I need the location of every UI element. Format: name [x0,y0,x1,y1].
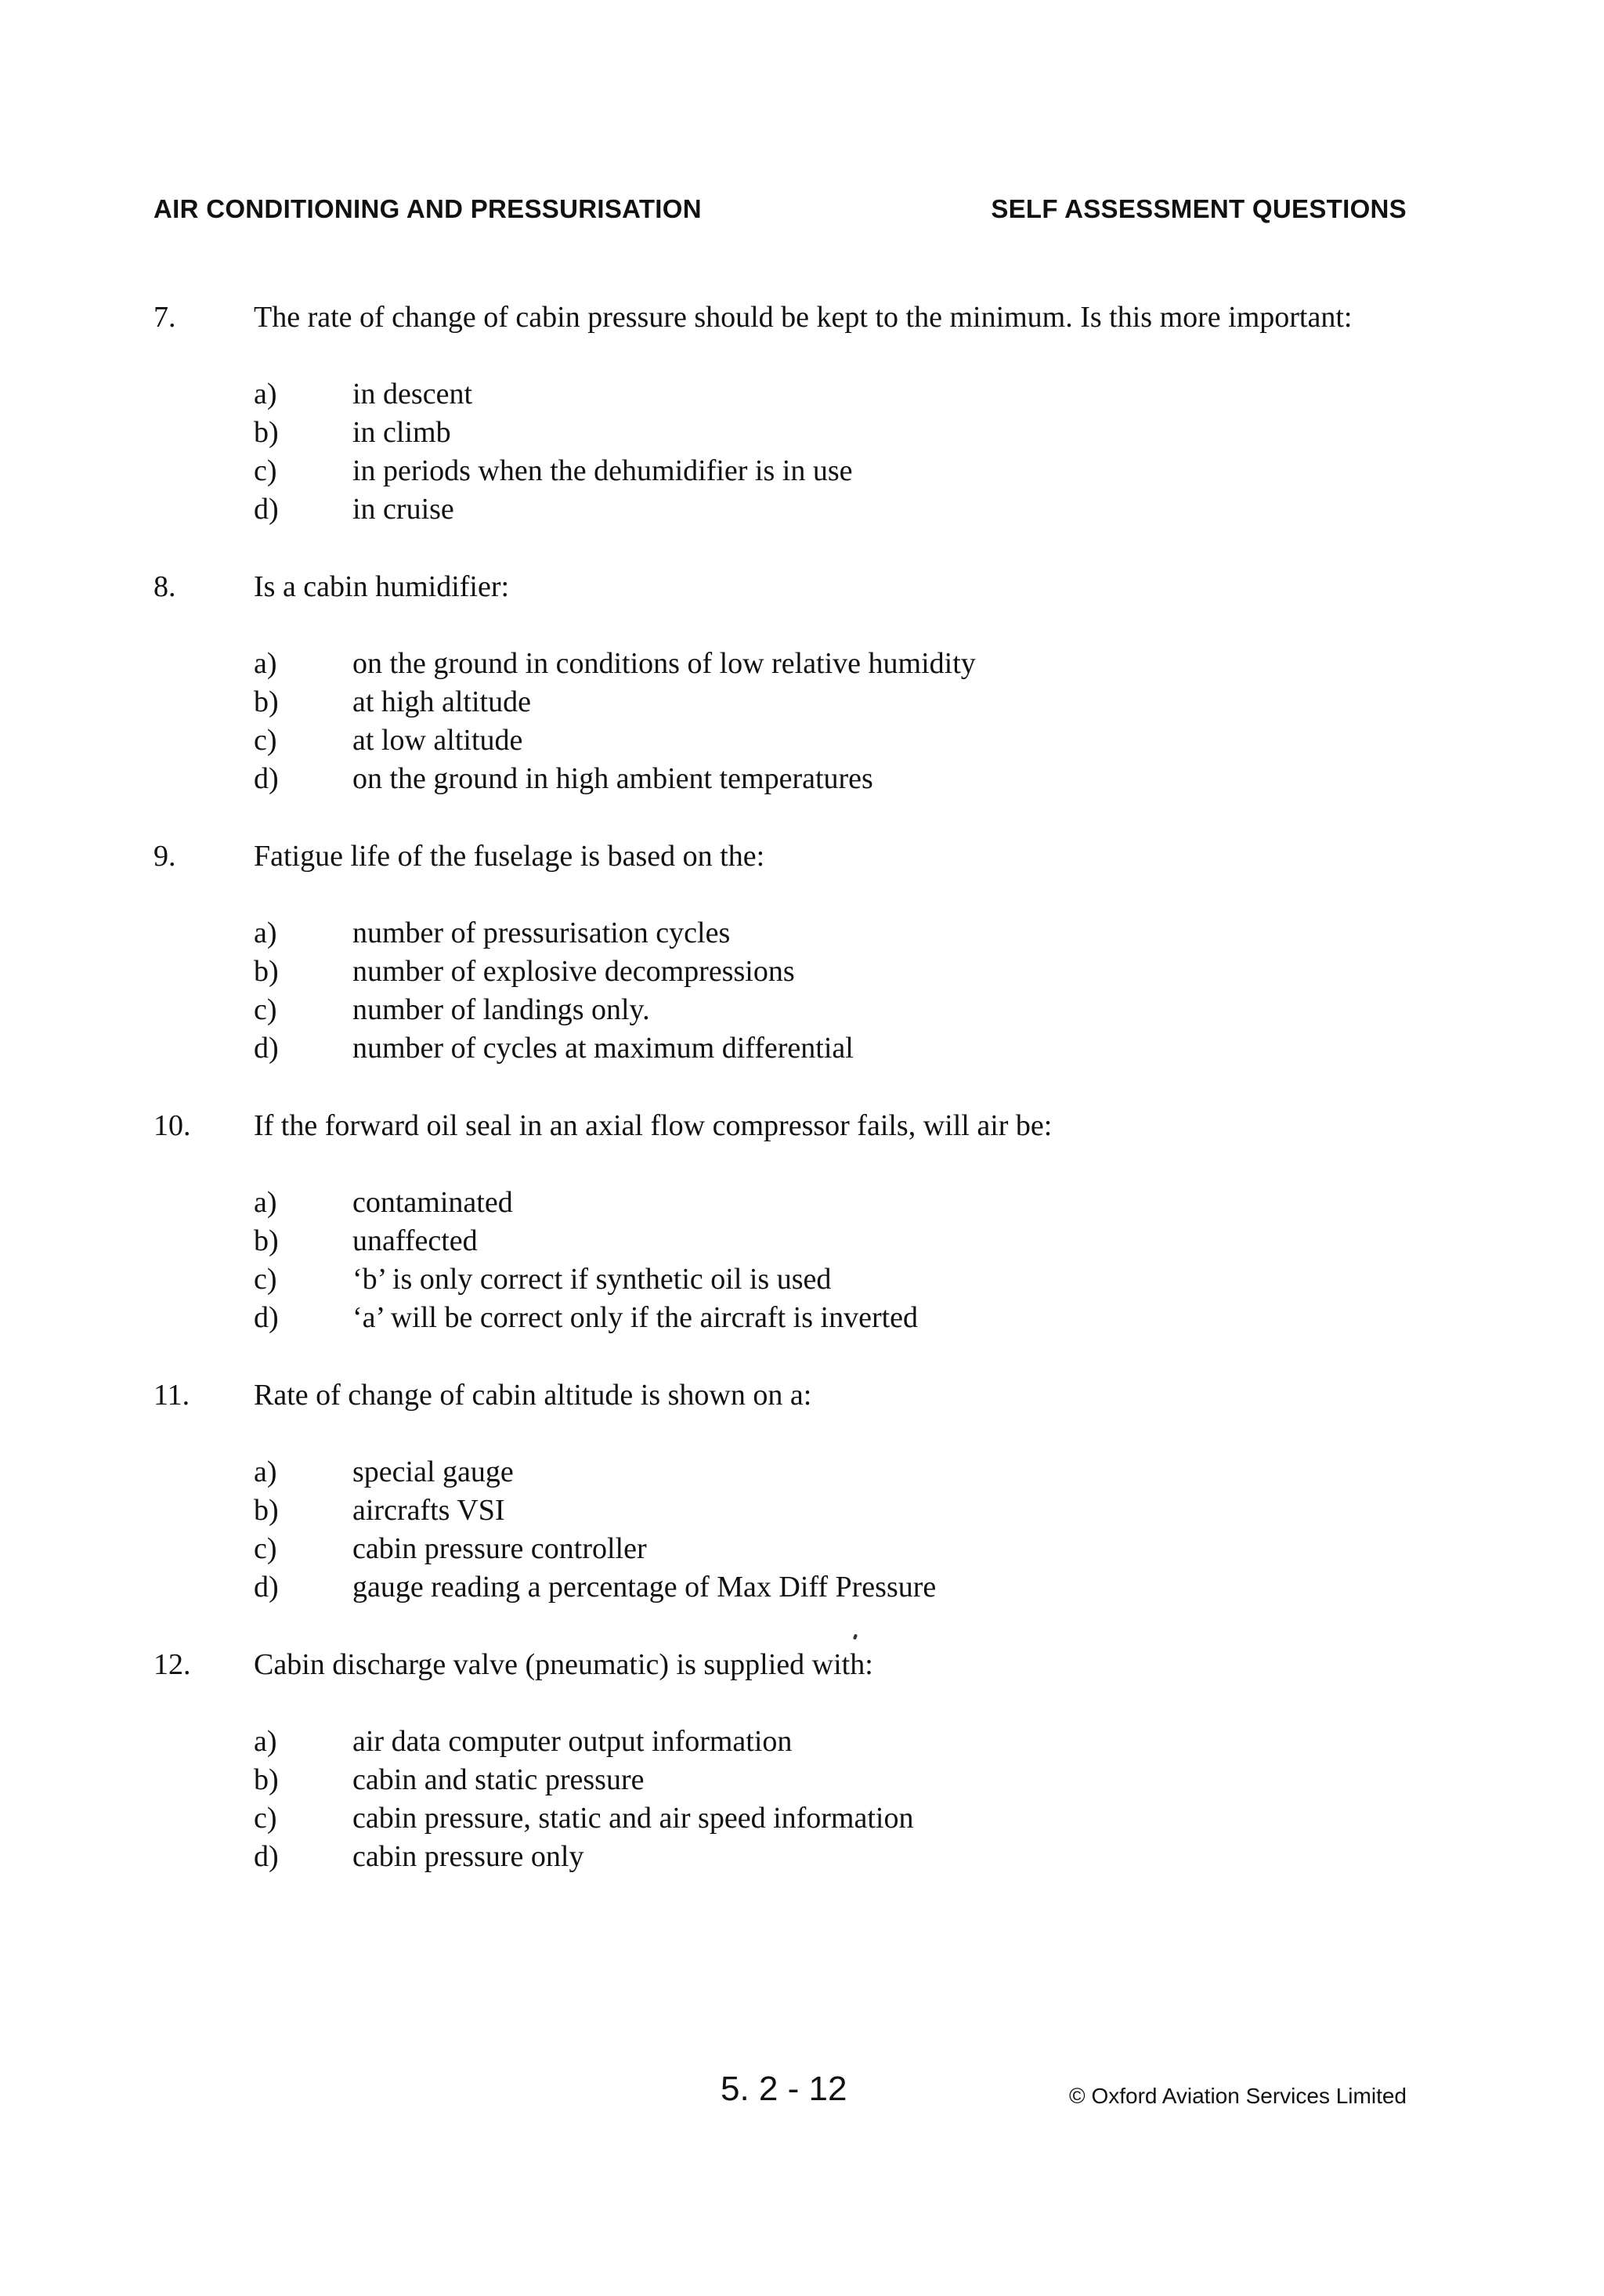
answer-option [154,1491,1438,1530]
option-letter: b) [254,1763,279,1796]
option-text: unaffected [352,1224,478,1257]
option-text: air data computer output information [352,1725,793,1758]
option-letter: b) [254,416,279,449]
copyright-notice: © Oxford Aviation Services Limited [1069,2084,1407,2108]
option-letter: c) [254,724,277,757]
option-text: at low altitude [352,724,523,757]
answer-options [154,1723,1438,1876]
option-text: in cruise [352,493,454,526]
option-text: number of landings only. [352,993,650,1026]
option-text: number of cycles at maximum differential [352,1032,854,1065]
answer-option [154,1838,1438,1876]
answer-option [154,490,1438,529]
option-text: on the ground in conditions of low relative humidity [352,647,976,680]
answer-option [154,991,1438,1029]
header-chapter-title: SELF ASSESSMENT QUESTIONS [991,194,1407,223]
option-letter: d) [254,762,279,795]
option-letter: c) [254,1802,277,1835]
option-text: in descent [352,378,473,410]
option-text: number of explosive decompressions [352,955,795,988]
answer-options [154,914,1438,1068]
question-number: 11. [154,1379,190,1412]
answer-options [154,375,1438,529]
option-text: ‘b’ is only correct if synthetic oil is used [352,1263,832,1296]
option-letter: a) [254,917,277,949]
question-text: Cabin discharge valve (pneumatic) is supplied with: [254,1648,873,1681]
option-letter: c) [254,993,277,1026]
question-text: Is a cabin humidifier: [254,570,510,603]
option-letter: d) [254,493,279,526]
answer-option [154,1029,1438,1068]
answer-option [154,760,1438,798]
option-letter: d) [254,1571,279,1604]
option-text: on the ground in high ambient temperatures [352,762,873,795]
question-12 [154,1646,1438,1876]
answer-option [154,1761,1438,1799]
option-text: in climb [352,416,451,449]
option-letter: b) [254,955,279,988]
option-text: in periods when the dehumidifier is in use [352,454,853,487]
question-9 [154,837,1438,1068]
question-text: Fatigue life of the fuselage is based on the: [254,840,765,873]
question-10 [154,1107,1438,1337]
option-text: gauge reading a percentage of Max Diff Pressure [352,1571,937,1604]
option-text: contaminated [352,1186,513,1219]
question-text: If the forward oil seal in an axial flow compressor fails, will air be: [254,1109,1053,1142]
answer-option [154,452,1438,490]
question-number: 7. [154,301,176,334]
header-section-title: AIR CONDITIONING AND PRESSURISATION [154,194,702,223]
option-text: cabin pressure controller [352,1532,647,1565]
question-number: 9. [154,840,176,873]
page-number: 5. 2 - 12 [721,2070,847,2108]
answer-option [154,414,1438,452]
option-letter: b) [254,1224,279,1257]
question-8 [154,568,1438,798]
option-letter: d) [254,1301,279,1334]
answer-option [154,1299,1438,1337]
option-letter: a) [254,647,277,680]
question-text: The rate of change of cabin pressure should be kept to the minimum. Is this more important: [254,301,1353,334]
option-letter: c) [254,1532,277,1565]
option-text: at high altitude [352,685,531,718]
answer-option [154,914,1438,953]
answer-option [154,721,1438,760]
answer-option [154,375,1438,414]
answer-option [154,953,1438,991]
option-text: ‘a’ will be correct only if the aircraft is inverted [352,1301,919,1334]
answer-options [154,1453,1438,1607]
option-letter: b) [254,1494,279,1527]
option-letter: d) [254,1840,279,1873]
question-number: 12. [154,1648,191,1681]
question-11 [154,1376,1438,1607]
option-letter: a) [254,1186,277,1219]
option-letter: c) [254,1263,277,1296]
option-text: number of pressurisation cycles [352,917,731,949]
answer-options [154,1184,1438,1337]
answer-option [154,1453,1438,1491]
option-letter: a) [254,1455,277,1488]
answer-option [154,1530,1438,1568]
option-text: aircrafts VSI [352,1494,505,1527]
answer-option [154,1222,1438,1260]
answer-option [154,1184,1438,1222]
option-text: cabin pressure, static and air speed information [352,1802,914,1835]
option-text: special gauge [352,1455,514,1488]
question-7 [154,298,1438,529]
option-letter: c) [254,454,277,487]
option-letter: b) [254,685,279,718]
option-text: cabin and static pressure [352,1763,645,1796]
answer-option [154,1568,1438,1607]
question-number: 10. [154,1109,191,1142]
answer-option [154,1799,1438,1838]
option-text: cabin pressure only [352,1840,584,1873]
scan-mark [853,1634,858,1640]
question-number: 8. [154,570,176,603]
option-letter: a) [254,1725,277,1758]
question-text: Rate of change of cabin altitude is shown on a: [254,1379,812,1412]
answer-option [154,683,1438,721]
answer-option [154,645,1438,683]
answer-option [154,1723,1438,1761]
option-letter: a) [254,378,277,410]
answer-options [154,645,1438,798]
page-header [154,194,1407,229]
option-letter: d) [254,1032,279,1065]
answer-option [154,1260,1438,1299]
